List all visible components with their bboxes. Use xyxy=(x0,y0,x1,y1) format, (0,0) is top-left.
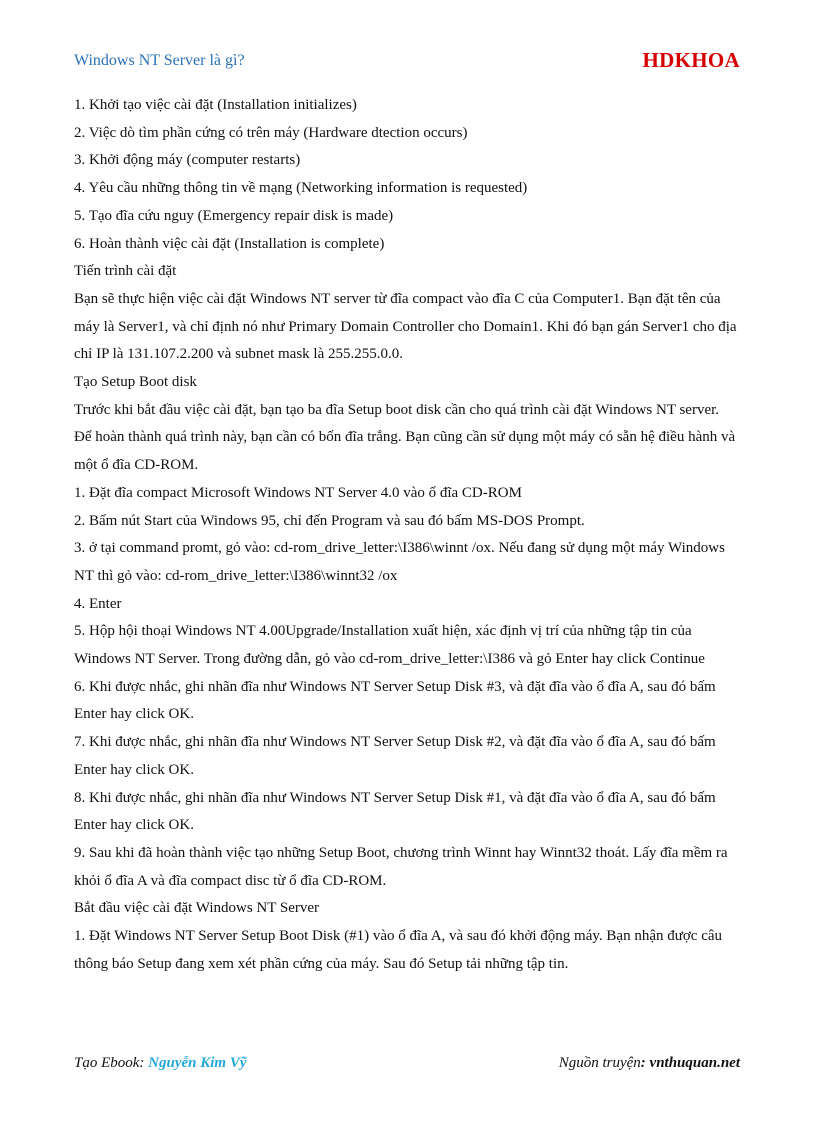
paragraph: 4. Yêu cầu những thông tin về mạng (Networking information is requested) xyxy=(74,180,528,197)
paragraph: 6. Hoàn thành việc cài đặt (Installation is complete) xyxy=(74,235,385,252)
paragraph: 8. Khi được nhắc, ghi nhãn đĩa như Windows NT Server Setup Disk #1, và đặt đĩa vào ổ đĩa A, sau đó bấm Enter hay click OK. xyxy=(74,789,716,834)
paragraph: 3. ở tại command promt, gỏ vào: cd-rom_drive_letter:\I386\winnt /ox. Nếu đang sử dụng một máy Windows NT thì gỏ vào: cd-rom_drive_letter:\I386\winnt32 /ox xyxy=(74,540,725,584)
source-colon: : xyxy=(640,1055,646,1071)
document-body xyxy=(74,92,742,979)
ebook-author: Nguyễn Kim Vỹ xyxy=(148,1055,247,1071)
ebook-credit xyxy=(74,1055,247,1072)
document-title: Windows NT Server là gì? xyxy=(74,52,245,69)
section-heading: Tạo Setup Boot disk xyxy=(74,374,197,391)
paragraph: 5. Hộp hội thoại Windows NT 4.00Upgrade/Installation xuất hiện, xác định vị trí của những tập tin của Windows NT Server. Trong đường dẫn, gỏ vào cd-rom_drive_letter:\I386 và gỏ Enter hay click Continue xyxy=(74,623,705,668)
section-heading: Bắt đầu việc cài đặt Windows NT Server xyxy=(74,900,320,917)
ebook-label: Tạo Ebook xyxy=(74,1055,140,1071)
paragraph: 3. Khởi động máy (computer restarts) xyxy=(74,152,301,169)
paragraph: 1. Đặt đĩa compact Microsoft Windows NT Server 4.0 vào ổ đĩa CD-ROM xyxy=(74,484,522,501)
paragraph: 6. Khi được nhắc, ghi nhãn đĩa như Windows NT Server Setup Disk #3, và đặt đĩa vào ổ đĩa A, sau đó bấm Enter hay click OK. xyxy=(74,678,716,723)
paragraph: 4. Enter xyxy=(74,595,122,612)
section-heading: Tiến trình cài đặt xyxy=(74,263,177,280)
paragraph: 7. Khi được nhắc, ghi nhãn đĩa như Windows NT Server Setup Disk #2, và đặt đĩa vào ổ đĩa A, sau đó bấm Enter hay click OK. xyxy=(74,734,716,778)
paragraph: Bạn sẽ thực hiện việc cài đặt Windows NT server từ đĩa compact vào đĩa C của Computer1. Bạn đặt tên của máy là Server1, và chỉ định nó như Primary Domain Controller cho Domain1. Khi đó bạn gán Server1 cho địa chỉ IP là 131.107.2.200 và subnet mask là 255.255.0.0. xyxy=(74,290,737,363)
source-credit xyxy=(559,1055,740,1072)
paragraph: Để hoàn thành quá trình này, bạn cần có bốn đĩa trắng. Bạn cũng cần sử dụng một máy có sẵn hệ điều hành và một ổ đĩa CD-ROM. xyxy=(74,429,736,474)
source-label: Nguồn truyện xyxy=(558,1055,641,1071)
ebook-colon: : xyxy=(139,1055,145,1071)
paragraph: 9. Sau khi đã hoàn thành việc tạo những Setup Boot, chương trình Winnt hay Winnt32 thoát. Lấy đĩa mềm ra khỏi ổ đĩa A và đĩa compact disc từ ổ đĩa CD-ROM. xyxy=(74,844,728,889)
brand-logo-text: HDKHOA xyxy=(642,48,740,72)
paragraph: Trước khi bắt đầu việc cài đặt, bạn tạo ba đĩa Setup boot disk cần cho quá trình cài đặt Windows NT server. xyxy=(74,401,720,418)
paragraph: 1. Đặt Windows NT Server Setup Boot Disk (#1) vào ổ đĩa A, và sau đó khởi động máy. Bạn nhận được câu thông báo Setup đang xem xét phần cứng của máy. Sau đó Setup tải những tập tin. xyxy=(74,928,723,972)
paragraph: 2. Việc dò tìm phần cứng có trên máy (Hardware dtection occurs) xyxy=(74,124,468,141)
paragraph: 2. Bấm nút Start của Windows 95, chỉ đến Program và sau đó bấm MS-DOS Prompt. xyxy=(74,512,585,529)
paragraph: 5. Tạo đĩa cứu nguy (Emergency repair disk is made) xyxy=(74,207,394,224)
page-footer xyxy=(74,1055,740,1077)
paragraph: 1. Khởi tạo việc cài đặt (Installation initializes) xyxy=(74,97,357,113)
source-site: vnthuquan.net xyxy=(649,1055,740,1071)
page-header xyxy=(74,48,740,76)
